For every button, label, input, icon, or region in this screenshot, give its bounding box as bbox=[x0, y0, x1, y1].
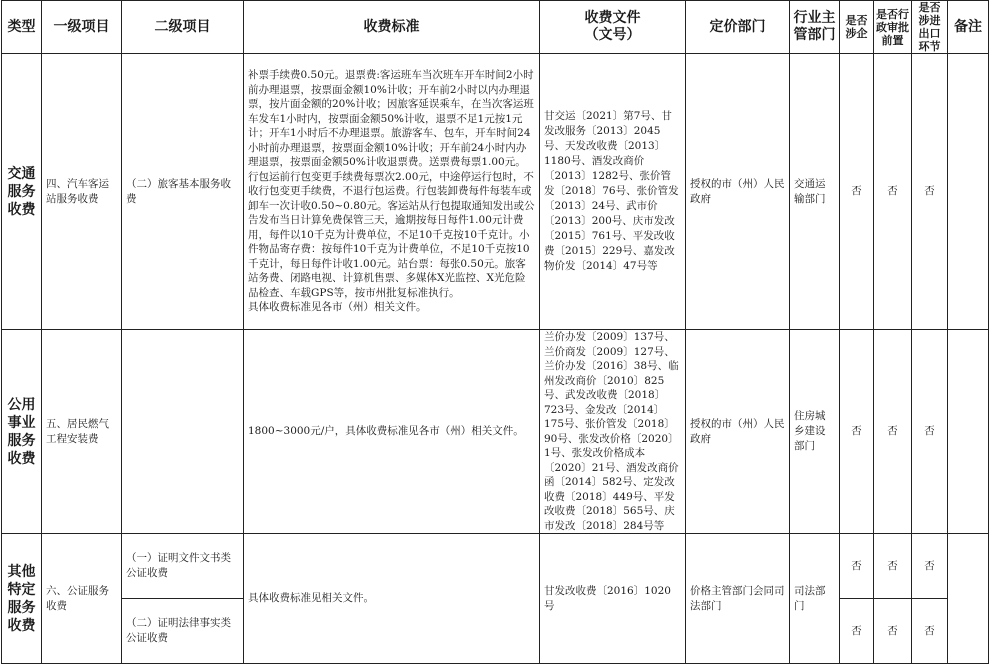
document-cell: 兰价办发〔2009〕137号、兰价商发〔2009〕127号、兰价办发〔2016〕38号、临州发改商价〔2010〕825号、武发改收费〔2018〕723号、金发改〔2014〕175号、张价管发〔2018〕90号、张发改价格〔2020〕1号、张发改价格成本〔2020〕21号、酒发改商价函〔2014〕582号、定发改收费〔2018〕449号、平发改收费〔2018〕565号、庆市发改〔2018〕284号等 bbox=[540, 330, 686, 534]
import-export-cell: 否 bbox=[912, 54, 948, 330]
header-level2: 二级项目 bbox=[122, 1, 244, 54]
header-document: 收费文件 （文号） bbox=[540, 1, 686, 54]
header-admin-approval: 是否行政审批前置 bbox=[874, 1, 912, 54]
header-industry-dept: 行业主管部门 bbox=[790, 1, 840, 54]
type-cell: 公用事业服务收费 bbox=[2, 330, 42, 534]
header-pricing-dept: 定价部门 bbox=[686, 1, 790, 54]
industry-dept-cell: 司法部门 bbox=[790, 534, 840, 664]
document-cell: 甘发改收费〔2016〕1020号 bbox=[540, 534, 686, 664]
admin-approval-cell: 否 bbox=[874, 54, 912, 330]
fee-table bbox=[1, 0, 989, 664]
involves-enterprise-cell: 否 bbox=[840, 534, 874, 599]
remarks-cell bbox=[948, 54, 989, 330]
remarks-cell bbox=[948, 534, 989, 664]
level2-cell: （一）证明文件文书类公证收费 bbox=[122, 534, 244, 599]
document-cell: 甘交运〔2021〕第7号、甘发改服务〔2013〕2045号、天发改收费〔2013〕1180号、酒发改商价〔2013〕1282号、张价管发〔2018〕76号、张价管发〔2013〕24号、武市价〔2013〕200号、庆市发改〔2015〕761号、平发改收费〔2015〕229号、嘉发改物价发〔2014〕47号等 bbox=[540, 54, 686, 330]
admin-approval-cell: 否 bbox=[874, 599, 912, 664]
header-row bbox=[2, 1, 989, 54]
level1-cell: 四、汽车客运站服务收费 bbox=[42, 54, 122, 330]
header-remarks: 备注 bbox=[948, 1, 989, 54]
type-cell: 其他特定服务收费 bbox=[2, 534, 42, 664]
header-involves-enterprise: 是否涉企 bbox=[840, 1, 874, 54]
admin-approval-cell: 否 bbox=[874, 330, 912, 534]
industry-dept-cell: 住房城乡建设部门 bbox=[790, 330, 840, 534]
table-row bbox=[2, 54, 989, 330]
industry-dept-cell: 交通运输部门 bbox=[790, 54, 840, 330]
involves-enterprise-cell: 否 bbox=[840, 330, 874, 534]
remarks-cell bbox=[948, 330, 989, 534]
standard-cell: 具体收费标准见相关文件。 bbox=[244, 534, 540, 664]
pricing-dept-cell: 价格主管部门会同司法部门 bbox=[686, 534, 790, 664]
pricing-dept-cell: 授权的市（州）人民政府 bbox=[686, 54, 790, 330]
import-export-cell: 否 bbox=[912, 330, 948, 534]
standard-cell: 1800~3000元/户，具体收费标准见各市（州）相关文件。 bbox=[244, 330, 540, 534]
standard-cell: 补票手续费0.50元。退票费:客运班车当次班车开车时间2小时前办理退票，按票面金额10%计收；开车前2小时以内办理退票，按片面金额的20%计收；因旅客延误乘车，在当次客运班车发车1小时内，按票面金额50%计收，退票不足1元按1元计；开车1小时后不办理退票。旅游客车、包车，开车时间24小时前办理退票，按票面金额10%计收；开车前24小时内办理退票，按票面金额50%计收退票费。送票费每票1.00元。行包运前行包变更手续费每票次2.00元，中途停运行包时，不收行包变更手续费，不退行包运费。行包装卸费每件每装车或卸车一次计收0.50~0.80元。客运站从行包提取通知发出或公告发布当日计算免费保管三天，逾期按每日每件1.00元计费用，每件以10千克为计费单位，不足10千克按10千克计。小件物品寄存费：按每件10千克为计费单位，不足10千克按10千克计，每日每件计收1.00元。站台票：每张0.50元。旅客站务费、闭路电视、计算机售票、多媒体X光监控、X光危险品检查、车载GPS等，按市州批复标准执行。 具体收费标准见各市（州）相关文件。 bbox=[244, 54, 540, 330]
involves-enterprise-cell: 否 bbox=[840, 54, 874, 330]
import-export-cell: 否 bbox=[912, 534, 948, 599]
level2-cell: （二）旅客基本服务收费 bbox=[122, 54, 244, 330]
level1-cell: 五、居民燃气工程安装费 bbox=[42, 330, 122, 534]
header-standard: 收费标准 bbox=[244, 1, 540, 54]
level2-cell: （二）证明法律事实类公证收费 bbox=[122, 599, 244, 664]
pricing-dept-cell: 授权的市（州）人民政府 bbox=[686, 330, 790, 534]
level1-cell: 六、公证服务收费 bbox=[42, 534, 122, 664]
header-import-export: 是否涉进出口环节 bbox=[912, 1, 948, 54]
table-row bbox=[2, 330, 989, 534]
header-type: 类型 bbox=[2, 1, 42, 54]
involves-enterprise-cell: 否 bbox=[840, 599, 874, 664]
level2-cell bbox=[122, 330, 244, 534]
table-row bbox=[2, 534, 989, 599]
header-level1: 一级项目 bbox=[42, 1, 122, 54]
admin-approval-cell: 否 bbox=[874, 534, 912, 599]
import-export-cell: 否 bbox=[912, 599, 948, 664]
type-cell: 交通服务收费 bbox=[2, 54, 42, 330]
